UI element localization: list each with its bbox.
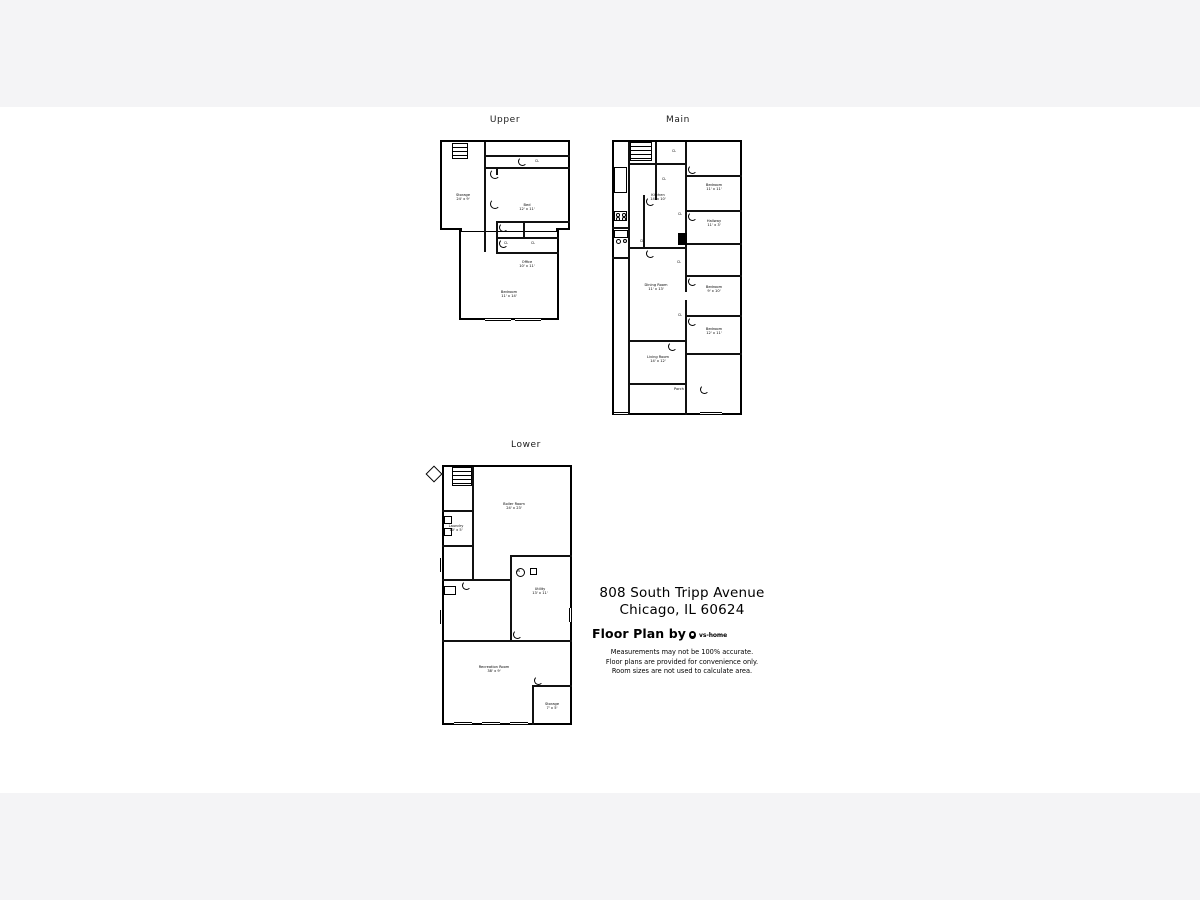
washer-tag: W	[517, 569, 521, 573]
upper-bottom-block	[459, 230, 559, 320]
closet-tag: CL	[662, 177, 667, 181]
room-label-laundry: Laundry 10' x 5'	[448, 524, 464, 533]
room-label-porch: Porch	[674, 387, 684, 391]
upper-wall-h5	[496, 252, 559, 254]
upper-window	[515, 318, 541, 321]
upper-wall-h4	[496, 237, 559, 239]
brand-logo-icon	[689, 631, 696, 639]
lower-wall-h5	[510, 555, 572, 557]
main-wall-h6	[686, 315, 742, 317]
utility-sink	[444, 586, 456, 595]
room-label-boiler: Boiler Room 24' x 23'	[503, 502, 525, 511]
lower-wall-h3	[442, 579, 510, 581]
main-stair-step	[630, 158, 652, 159]
level-lower	[430, 440, 590, 730]
upper-door-arc	[490, 199, 500, 209]
title-block	[592, 585, 842, 677]
main-window	[614, 412, 628, 415]
lower-wall-h6	[532, 685, 572, 687]
room-label-living: Living Room 14' x 12'	[646, 355, 670, 364]
closet-tag: CL	[677, 260, 682, 264]
closet-tag: CL	[504, 241, 509, 245]
upper-door-arc	[490, 169, 500, 179]
stove-burner	[622, 213, 626, 217]
disclaimer-line-3: Room sizes are not used to calculate area.	[611, 667, 753, 676]
lower-wall-h2	[442, 545, 473, 547]
lower-stair-step	[452, 475, 472, 476]
bathtub	[614, 230, 628, 238]
washer	[444, 516, 452, 524]
room-label-hallway: Hallway 11' x 3'	[706, 219, 722, 228]
furnace	[530, 568, 537, 575]
room-label-storage: Storage 24' x 9'	[455, 193, 471, 202]
lower-stair-step	[452, 471, 472, 472]
main-wall-h12	[612, 257, 629, 259]
main-wall-h11	[612, 227, 629, 229]
upper-door-arc	[499, 223, 508, 232]
main-window	[700, 412, 722, 415]
stove-burner	[622, 217, 626, 221]
stove-burner	[616, 213, 620, 217]
upper-wall-h2	[484, 155, 570, 157]
lower-wall-h4	[442, 640, 572, 642]
main-chimney	[678, 233, 687, 245]
lower-window	[482, 722, 500, 725]
lower-window	[510, 722, 528, 725]
level-main	[600, 115, 760, 415]
lower-window	[454, 722, 472, 725]
room-label-bedroom-3: Bedroom 12' x 11'	[705, 327, 723, 336]
upper-stair-step	[452, 155, 468, 156]
main-wall-h10	[628, 383, 686, 385]
lower-door-arc	[534, 676, 543, 685]
room-label-bedroom-1: Bedroom 11' x 11'	[705, 183, 723, 192]
upper-window	[485, 318, 511, 321]
main-door-arc	[646, 249, 655, 258]
room-label-bed: Bed 12' x 11'	[519, 203, 535, 212]
room-label-office: Office 10' x 11'	[519, 260, 535, 269]
lower-wall-v2	[510, 555, 512, 641]
disclaimer-line-2: Floor plans are provided for convenience only.	[605, 657, 759, 666]
closet-tag: CL	[678, 212, 683, 216]
room-label-kitchen: Kitchen 14' x 10'	[650, 193, 666, 202]
closet-tag: CL	[672, 149, 677, 153]
main-wall-h3	[686, 210, 742, 212]
upper-stair-step	[452, 151, 468, 152]
address-line-1: 808 South Tripp Avenue	[599, 585, 765, 601]
upper-door-arc	[518, 157, 527, 166]
lower-stair-step	[452, 479, 472, 480]
main-door-arc	[668, 342, 677, 351]
disclaimer	[592, 648, 772, 677]
closet-tag: CL	[535, 159, 540, 163]
main-corridor-wall	[628, 142, 630, 415]
main-stair-step	[630, 146, 652, 147]
brand-name: vs-home	[699, 632, 728, 639]
main-wall-h7	[686, 353, 742, 355]
closet-tag: CL	[531, 241, 536, 245]
room-label-storage-lower: Storage 7' x 5'	[544, 702, 560, 711]
lower-stair-step	[452, 483, 472, 484]
stove-burner	[616, 217, 620, 221]
upper-stair-step	[452, 147, 468, 148]
plan-sheet	[0, 107, 1200, 793]
main-wall-h5	[686, 275, 742, 277]
main-wall-h9	[628, 340, 686, 342]
main-wall-h1	[628, 163, 686, 165]
main-wall-v3	[685, 300, 687, 415]
room-label-bedroom: Bedroom 11' x 14'	[500, 290, 518, 299]
lower-door-arc	[462, 581, 471, 590]
disclaimer-line-1: Measurements may not be 100% accurate.	[610, 648, 754, 656]
main-wall-h4	[686, 243, 742, 245]
level-lower-title: Lower	[511, 440, 541, 450]
main-wall-h8	[628, 247, 686, 249]
sink	[623, 239, 627, 243]
closet-tag: CL	[678, 313, 683, 317]
lower-door-arc	[513, 630, 522, 639]
main-stair-step	[630, 150, 652, 151]
room-label-dining: Dining Room 11' x 13'	[644, 283, 668, 292]
byline-text: Floor Plan by	[592, 626, 687, 641]
room-label-utility: Utility 13' x 11'	[532, 587, 548, 596]
upper-wall-v4	[523, 221, 525, 237]
upper-seam	[462, 228, 556, 231]
main-door-arc	[700, 385, 709, 394]
upper-wall-h1	[484, 167, 570, 169]
room-label-recreation: Recreation Room 38' x 9'	[478, 665, 510, 674]
closet-tag: CL	[640, 239, 645, 243]
main-door-arc	[688, 165, 697, 174]
upper-wall-v1	[484, 142, 486, 252]
level-upper-title: Upper	[489, 115, 521, 125]
toilet	[616, 239, 621, 244]
kitchen-counter	[614, 167, 627, 193]
main-door-arc	[688, 317, 697, 326]
level-upper	[430, 115, 580, 415]
main-outline	[612, 140, 742, 415]
lower-areaway	[426, 466, 443, 483]
upper-wall-v3	[496, 221, 498, 254]
main-stair-step	[630, 154, 652, 155]
lower-wall-v1	[472, 467, 474, 579]
byline	[592, 626, 842, 641]
lower-window	[440, 558, 443, 572]
address-line-2: Chicago, IL 60624	[619, 602, 745, 618]
upper-wall-h3	[496, 221, 570, 223]
main-wall-v4	[655, 142, 657, 200]
lower-window	[440, 610, 443, 624]
level-main-title: Main	[666, 115, 690, 125]
main-wall-h2	[686, 175, 742, 177]
room-label-bedroom-2: Bedroom 9' x 10'	[705, 285, 723, 294]
lower-wall-h1	[442, 510, 473, 512]
lower-window	[569, 608, 572, 622]
